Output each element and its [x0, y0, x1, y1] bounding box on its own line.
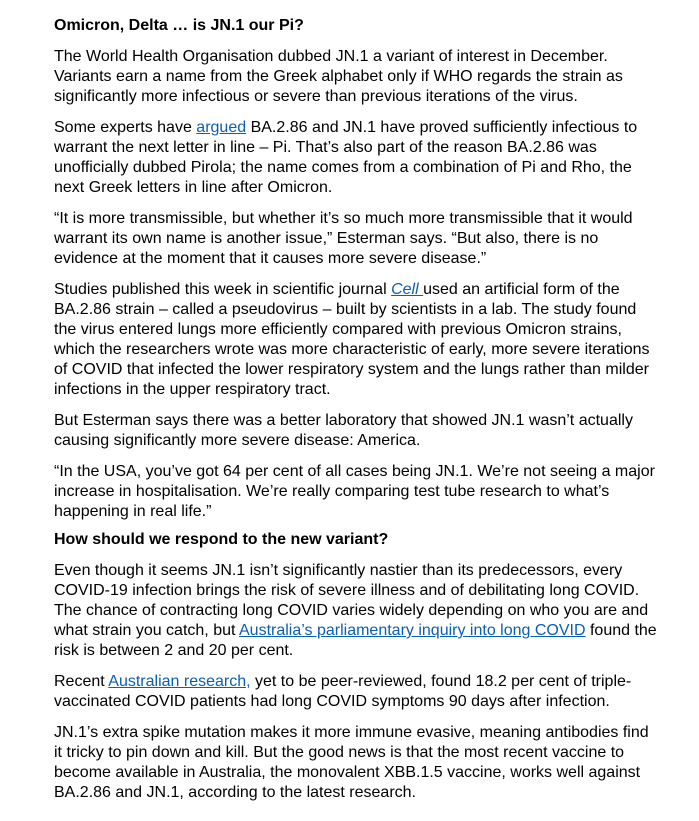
paragraph-esterman-quote: “It is more transmissible, but whether it’s so much more transmissible that it would warrant its own name is another issue,” Esterman says. “But also, there is no evidence at the moment that it causes more severe disease.” [54, 210, 633, 267]
paragraph-better-laboratory: But Esterman says there was a better laboratory that showed JN.1 wasn’t actually causing significantly more severe disease: America. [54, 412, 633, 449]
paragraph-who-variant: The World Health Organisation dubbed JN.1 a variant of interest in December. Variants earn a name from the Greek alphabet only if WHO regards the strain as significantly more infectious or severe than previous iterations of the virus. [54, 48, 623, 105]
paragraph-text: Even though it seems JN.1 isn’t significantly nastier than its predecessors, every COVID-19 infection brings the risk of severe illness and of debilitating long COVID. The chance of contracting long COVID varies widely depending on who you are and what strain you catch, but [54, 562, 649, 639]
section-heading-pi: Omicron, Delta … is JN.1 our Pi? [54, 17, 304, 34]
paragraph-text: Studies published this week in scientific journal [54, 281, 392, 298]
paragraph-australian-research [54, 672, 659, 712]
paragraph-usa-quote: “In the USA, you’ve got 64 per cent of all cases being JN.1. We’re not seeing a major increase in hospitalisation. We’re really comparing test tube research to what’s happening in real life.” [54, 463, 655, 520]
paragraph-text: Some experts have [54, 119, 197, 136]
cell-journal-link[interactable]: Cell [391, 281, 424, 298]
section-heading-respond: How should we respond to the new variant? [54, 531, 389, 548]
paragraph-cell-study [54, 280, 659, 400]
paragraph-long-covid-risk [54, 561, 659, 661]
parliamentary-inquiry-link[interactable]: Australia’s parliamentary inquiry into long COVID [239, 622, 586, 639]
paragraph-vaccine: JN.1’s extra spike mutation makes it more immune evasive, meaning antibodies find it tricky to pin down and kill. But the good news is that the most recent vaccine to become available in Australia, the monovalent XBB.1.5 vaccine, works well against BA.2.86 and JN.1, according to the latest research. [54, 724, 649, 801]
paragraph-text: found the risk is between 2 and 20 per cent. [54, 622, 657, 659]
paragraph-text: used an artificial form of the BA.2.86 strain – called a pseudovirus – built by scientists in a lab. The study found the virus entered lungs more efficiently compared with previous Omicron strains, which the researchers wrote was more characteristic of early, more severe iterations of COVID that infected the lower respiratory system and the lungs rather than milder infections in the upper respiratory tract. [54, 281, 650, 398]
australian-research-link[interactable]: Australian research, [108, 673, 251, 690]
paragraph-text: Recent [54, 673, 109, 690]
paragraph-text: BA.2.86 and JN.1 have proved sufficiently infectious to warrant the next letter in line – Pi. That’s also part of the reason BA.2.86 was unofficially dubbed Pirola; the name comes from a combination of Pi and Rho, the next Greek letters in line after Omicron. [54, 119, 638, 196]
argued-link[interactable]: argued [196, 119, 247, 136]
paragraph-text: yet to be peer-reviewed, found 18.2 per cent of triple-vaccinated COVID patients had long COVID symptoms 90 days after infection. [54, 673, 632, 710]
paragraph-experts-argued [54, 118, 659, 198]
